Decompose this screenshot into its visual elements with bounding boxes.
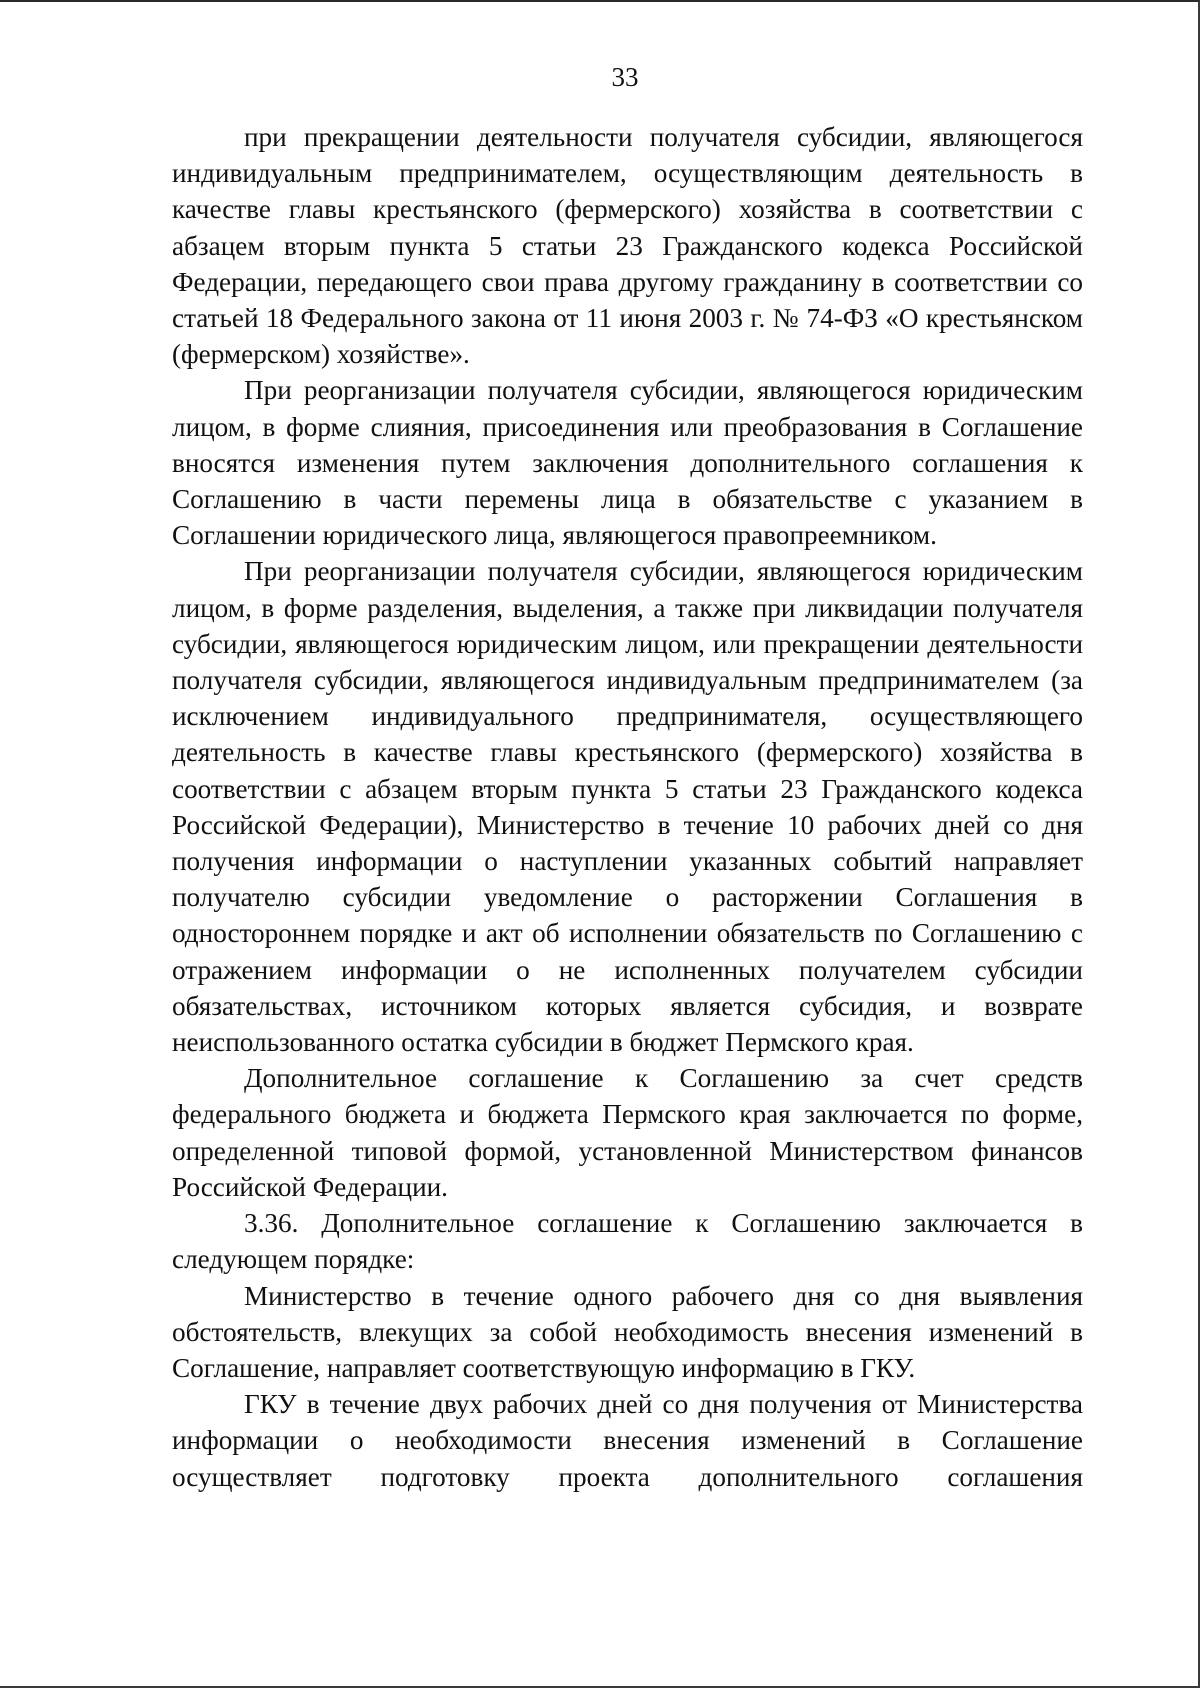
paragraph-termination-farm-head: при прекращении деятельности получателя субсидии, являющегося индивидуальным предпринимателем, осуществляющим деятельность в качестве главы крестьянского (фермерского) хозяйства в соответствии с абзацем вторым пункта 5 статьи 23 Гражданского кодекса Российской Федерации, передающего свои права другому гражданину в соответствии со статьей 18 Федерального закона от 11 июня 2003 г. № 74-ФЗ «О крестьянском (фермерском) хозяйстве». <box>172 122 1083 370</box>
document-body <box>172 119 1083 1495</box>
paragraph-reorganization-merger: При реорганизации получателя субсидии, являющегося юридическим лицом, в форме слияния, присоединения или преобразования в Соглашение вносятся изменения путем заключения дополнительного соглашения к Соглашению в части перемены лица в обязательстве с указанием в Соглашении юридического лица, являющегося правопреемником. <box>172 375 1083 551</box>
paragraph-section-3-36: 3.36. Дополнительное соглашение к Соглашению заключается в следующем порядке: <box>172 1208 1083 1275</box>
page-number: 33 <box>611 62 639 92</box>
paragraph-ministry-notification: Министерство в течение одного рабочего дня со дня выявления обстоятельств, влекущих за собой необходимость внесения изменений в Соглашение, направляет соответствующую информацию в ГКУ. <box>172 1280 1083 1383</box>
paragraph-reorganization-division: При реорганизации получателя субсидии, являющегося юридическим лицом, в форме разделения, выделения, а также при ликвидации получателя субсидии, являющегося юридическим лицом, или прекращении деятельности получателя субсидии, являющегося индивидуальным предпринимателем (за исключением индивидуального предпринимателя, осуществляющего деятельность в качестве главы крестьянского (фермерского) хозяйства в соответствии с абзацем вторым пункта 5 статьи 23 Гражданского кодекса Российской Федерации), Министерство в течение 10 рабочих дней со дня получения информации о наступлении указанных событий направляет получателю субсидии уведомление о расторжении Соглашения в одностороннем порядке и акт об исполнении обязательств по Соглашению с отражением информации о не исполненных получателем субсидии обязательствах, источником которых является субсидия, и возврате неиспользованного остатка субсидии в бюджет Пермского края. <box>172 556 1083 1058</box>
paragraph-additional-agreement-form: Дополнительное соглашение к Соглашению за счет средств федерального бюджета и бюджета Пермского края заключается по форме, определенной типовой формой, установленной Министерством финансов Российской Федерации. <box>172 1063 1083 1202</box>
paragraph-gku-preparation: ГКУ в течение двух рабочих дней со дня получения от Министерства информации о необходимости внесения изменений в Соглашение осуществляет подготовку проекта дополнительного соглашения <box>172 1389 1083 1492</box>
